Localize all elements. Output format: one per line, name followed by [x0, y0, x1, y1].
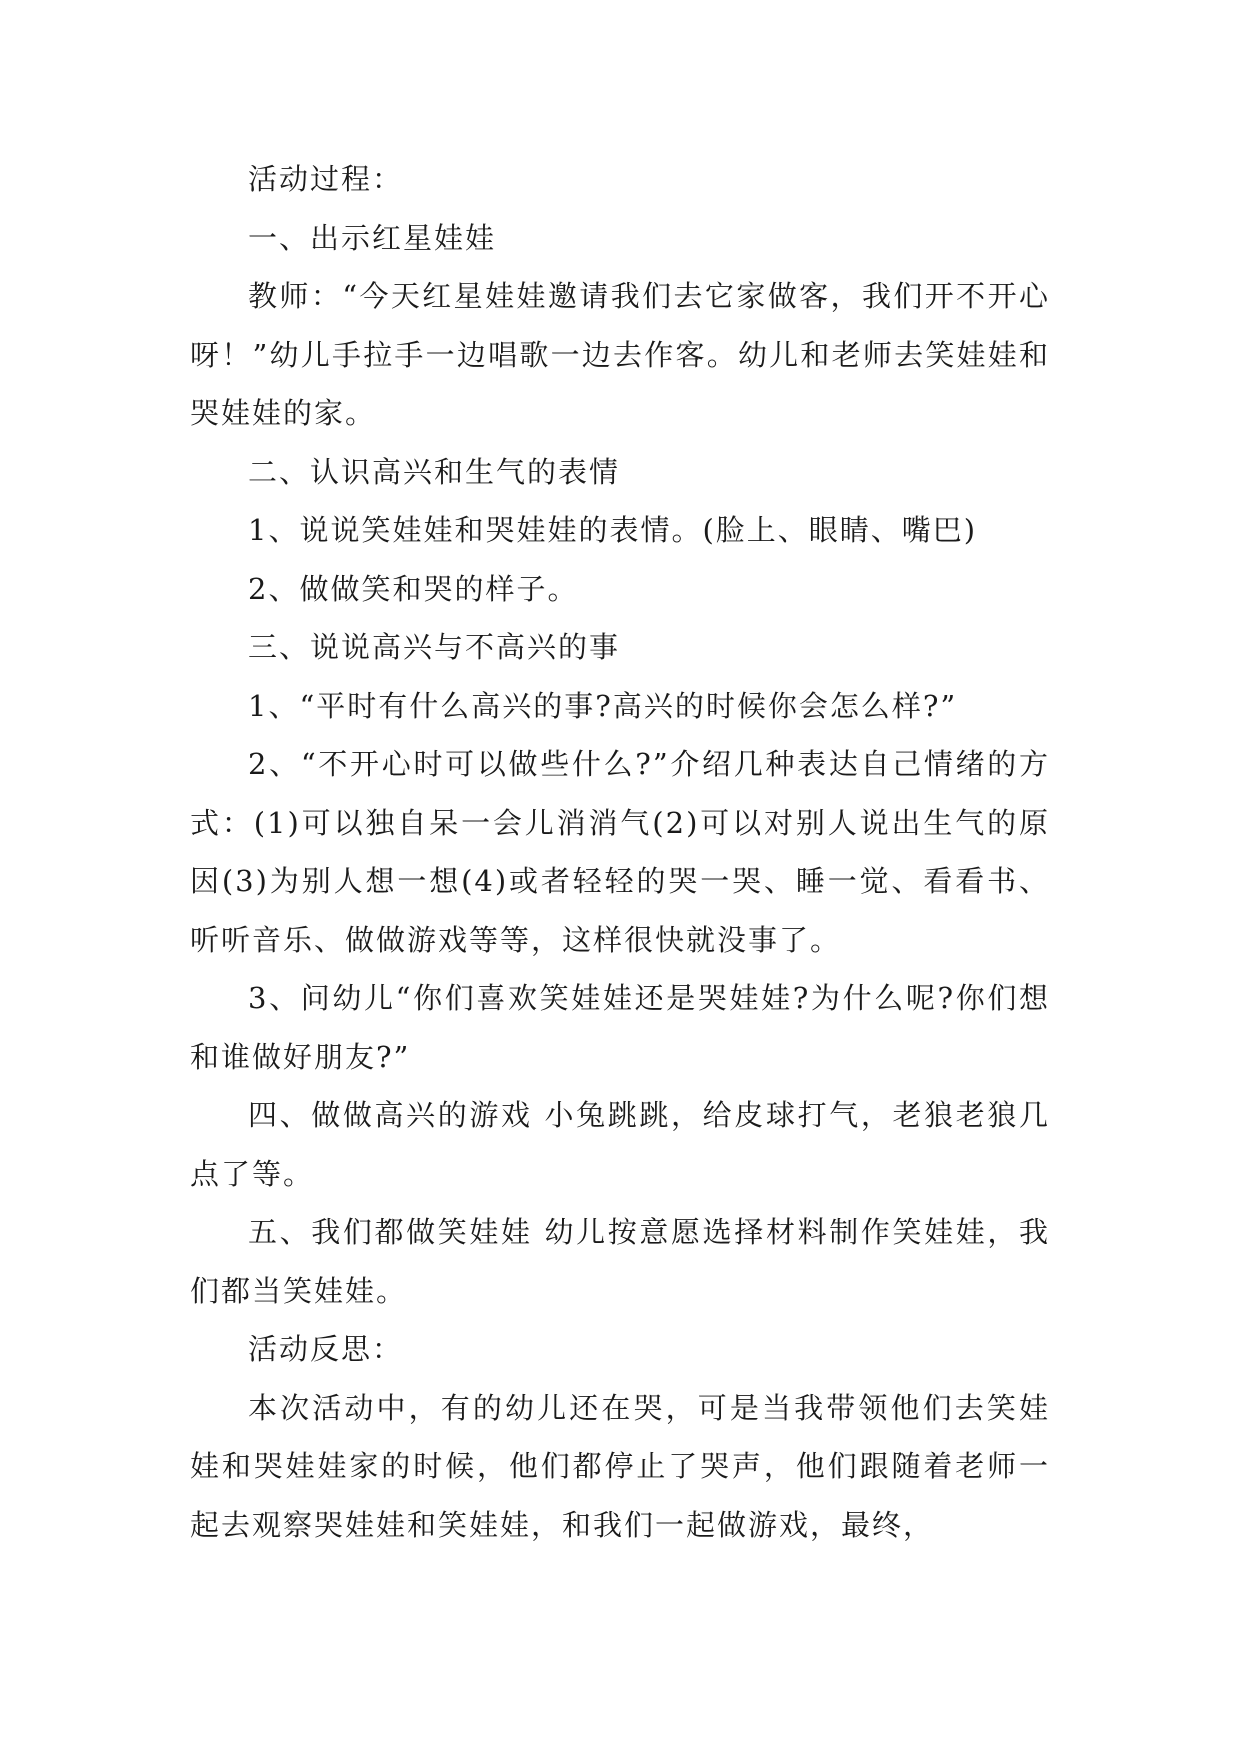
section-heading-process: 活动过程：	[248, 162, 404, 196]
list-item-act-out: 2、做做笑和哭的样子。	[248, 571, 579, 606]
step-heading-4: 四、做做高兴的游戏 小兔跳跳，给皮球打气，老狼老狼几点了等。	[190, 1098, 1050, 1191]
step-heading-5: 五、我们都做笑娃娃 幼儿按意愿选择材料制作笑娃娃，我们都当笑娃娃。	[190, 1215, 1050, 1308]
list-item-unhappy-things: 2、“不开心时可以做些什么?”介绍几种表达自己情绪的方式：(1)可以独自呆一会儿消消气(2)可以对别人说出生气的原因(3)为别人想一想(4)或者轻轻的哭一哭、睡一觉、看看书、听听音乐、做做游戏等等，这样很快就没事了。	[190, 747, 1050, 957]
list-item-expressions: 1、说说笑娃娃和哭娃娃的表情。(脸上、眼睛、嘴巴)	[248, 513, 978, 547]
step-heading-2: 二、认识高兴和生气的表情	[248, 454, 621, 489]
list-item-ask-children: 3、问幼儿“你们喜欢笑娃娃还是哭娃娃?为什么呢?你们想和谁做好朋友?”	[190, 981, 1050, 1074]
step-heading-1: 一、出示红星娃娃	[248, 220, 497, 255]
document-body	[190, 150, 1050, 1554]
list-item-happy-things: 1、“平时有什么高兴的事?高兴的时候你会怎么样?”	[248, 688, 958, 723]
section-heading-reflection: 活动反思：	[248, 1332, 404, 1366]
paragraph-reflection: 本次活动中，有的幼儿还在哭，可是当我带领他们去笑娃娃和哭娃娃家的时候，他们都停止了哭声，他们跟随着老师一起去观察哭娃娃和笑娃娃，和我们一起做游戏，最终，	[190, 1390, 1050, 1542]
step-heading-3: 三、说说高兴与不高兴的事	[248, 630, 621, 664]
paragraph-teacher-invite: 教师：“今天红星娃娃邀请我们去它家做客，我们开不开心呀！”幼儿手拉手一边唱歌一边去作客。幼儿和老师去笑娃娃和哭娃娃的家。	[190, 279, 1050, 430]
